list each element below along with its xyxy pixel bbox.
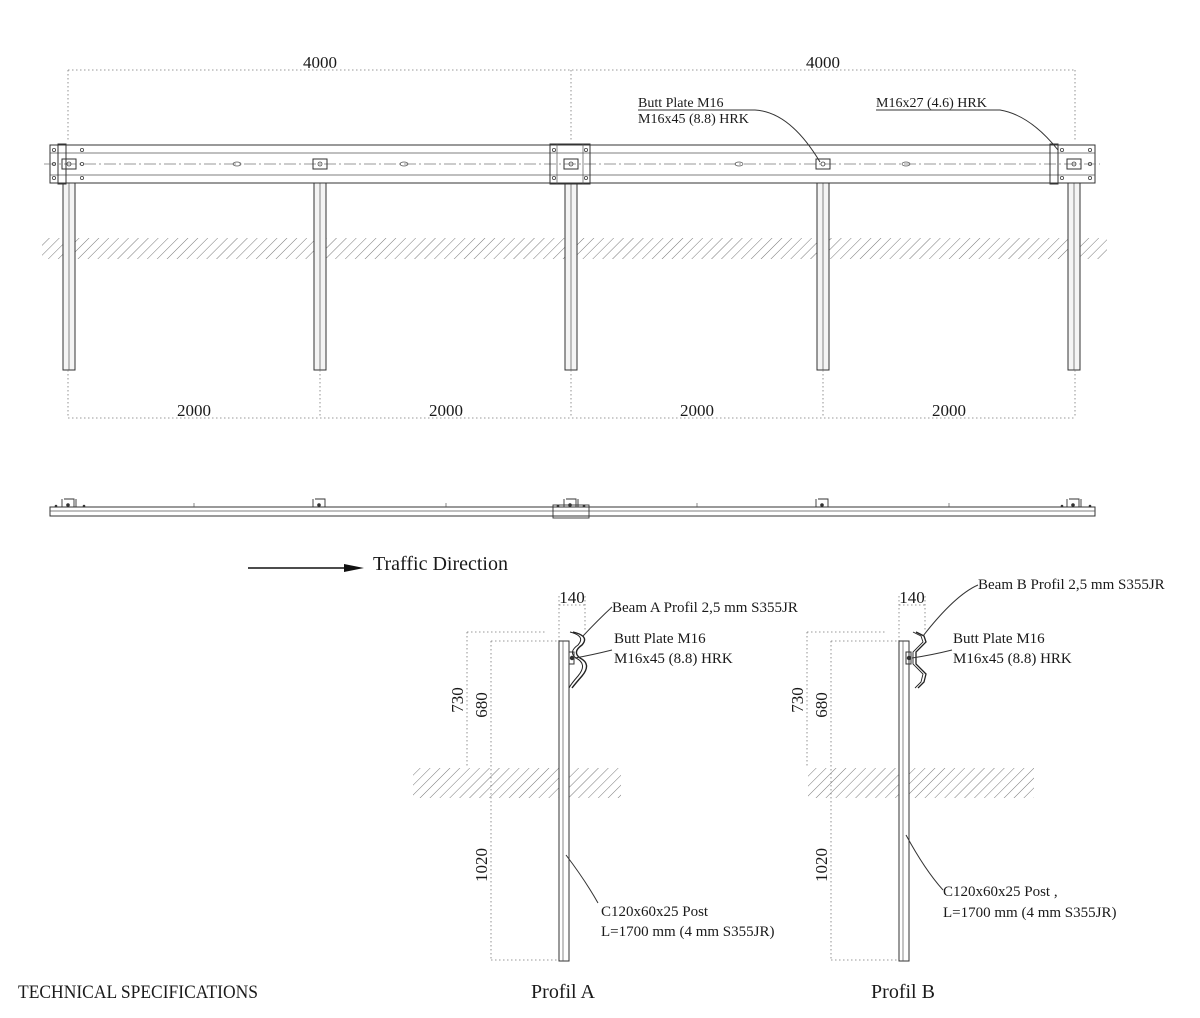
beam-label: Beam A Profil 2,5 mm S355JR <box>612 600 798 616</box>
plate-label-2: M16x45 (8.8) HRK <box>614 651 733 667</box>
height-outer-dim: 730 <box>788 687 807 713</box>
profile-a-title: Profil A <box>531 981 595 1003</box>
callout-end-bolt: M16x27 (4.6) HRK <box>876 96 987 111</box>
height-inner-dim: 680 <box>472 692 491 718</box>
beam-label: Beam B Profil 2,5 mm S355JR <box>978 577 1165 593</box>
post-label-2: L=1700 mm (4 mm S355JR) <box>943 905 1117 921</box>
embed-depth-dim: 1020 <box>812 848 831 882</box>
callout-butt-plate-1: Butt Plate M16 <box>638 96 724 111</box>
w-beam-profile <box>916 632 926 688</box>
elevation-view <box>42 53 1107 420</box>
width-dim: 140 <box>899 588 925 607</box>
height-outer-dim: 730 <box>448 687 467 713</box>
plate-label-2: M16x45 (8.8) HRK <box>953 651 1072 667</box>
profile-a <box>413 588 798 1003</box>
callout-butt-plate-2: M16x45 (8.8) HRK <box>638 112 749 127</box>
height-inner-dim: 680 <box>812 692 831 718</box>
ground-hatch <box>413 768 621 798</box>
plan-view <box>50 499 1095 518</box>
profile-b-title: Profil B <box>871 981 935 1003</box>
width-dim: 140 <box>559 588 585 607</box>
post-section <box>899 641 909 961</box>
posts <box>63 183 1080 370</box>
technical-specifications-title: TECHNICAL SPECIFICATIONS <box>18 982 258 1003</box>
bottom-dim-2: 2000 <box>429 401 463 420</box>
traffic-direction <box>248 553 508 575</box>
post-label-2: L=1700 mm (4 mm S355JR) <box>601 924 775 940</box>
traffic-direction-label: Traffic Direction <box>373 553 508 575</box>
guardrail-beam <box>44 144 1100 184</box>
bottom-dim-3: 2000 <box>680 401 714 420</box>
bottom-dim-1: 2000 <box>177 401 211 420</box>
bottom-dim-4: 2000 <box>932 401 966 420</box>
profile-b <box>788 577 1165 1003</box>
top-dim-1: 4000 <box>303 53 337 72</box>
leader-line <box>876 110 1058 150</box>
top-dim-2: 4000 <box>806 53 840 72</box>
plate-label-1: Butt Plate M16 <box>953 631 1045 647</box>
arrow-head-icon <box>344 564 364 572</box>
embed-depth-dim: 1020 <box>472 848 491 882</box>
post-section <box>559 641 569 961</box>
plate-label-1: Butt Plate M16 <box>614 631 706 647</box>
ground-hatch <box>808 768 1034 798</box>
post-label-1: C120x60x25 Post <box>601 904 709 920</box>
post-label-1: C120x60x25 Post , <box>943 884 1058 900</box>
